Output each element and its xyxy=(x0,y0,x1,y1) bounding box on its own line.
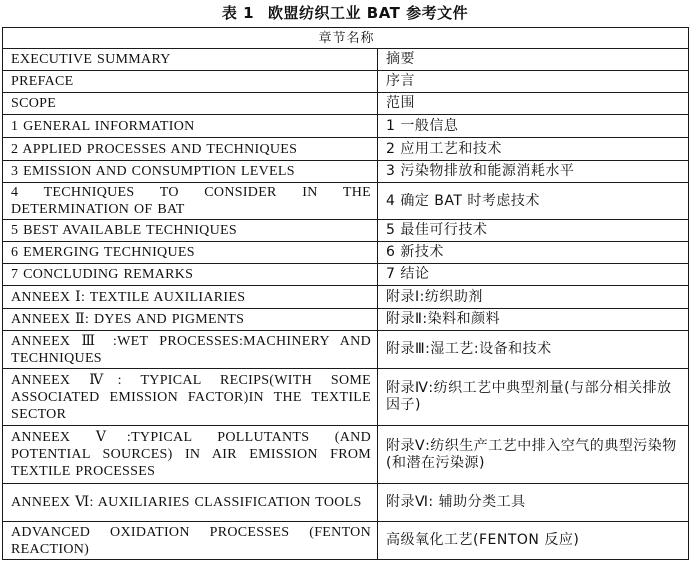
row-zh-label: 3 污染物排放和能源消耗水平 xyxy=(378,161,689,183)
row-en-label: 5 BEST AVAILABLE TECHNIQUES xyxy=(3,220,378,242)
table-row xyxy=(3,115,689,138)
row-zh-label: 序言 xyxy=(378,71,689,93)
row-zh-label: 4 确定 BAT 时考虑技术 xyxy=(378,183,689,220)
table-row xyxy=(3,93,689,115)
row-zh-label: 附录Ⅳ:纺织工艺中典型剂量(与部分相关排放因子) xyxy=(378,369,689,426)
bat-reference-table xyxy=(2,27,689,560)
row-zh-label: 摘要 xyxy=(378,49,689,71)
row-zh-label: 附录Ⅲ:湿工艺:设备和技术 xyxy=(378,331,689,369)
table-row xyxy=(3,369,689,426)
table-row xyxy=(3,49,689,71)
row-zh-label: 2 应用工艺和技术 xyxy=(378,138,689,161)
header-row xyxy=(3,28,689,49)
row-en-label: ANNEEX Ⅴ:TYPICAL POLLUTANTS (AND POTENTIAL SOURCES) IN AIR EMISSION FROM TEXTILE PROCESSES xyxy=(3,426,378,484)
table-row xyxy=(3,331,689,369)
row-en-label: ANNEEX Ⅵ: AUXILIARIES CLASSIFICATION TOOLS xyxy=(3,484,378,522)
table-row xyxy=(3,242,689,264)
row-zh-label: 高级氧化工艺(FENTON 反应) xyxy=(378,522,689,560)
row-en-label: ANNEEX Ⅲ :WET PROCESSES:MACHINERY AND TECHNIQUES xyxy=(3,331,378,369)
table-row xyxy=(3,161,689,183)
table-number: 表 1 xyxy=(221,4,255,22)
row-zh-label: 5 最佳可行技术 xyxy=(378,220,689,242)
row-en-label: SCOPE xyxy=(3,93,378,115)
table-row xyxy=(3,138,689,161)
table-row xyxy=(3,286,689,309)
row-zh-label: 附录Ⅵ: 辅助分类工具 xyxy=(378,484,689,522)
table-row xyxy=(3,183,689,220)
row-en-label: ANNEEX Ⅱ: DYES AND PIGMENTS xyxy=(3,309,378,331)
row-zh-label: 附录Ⅴ:纺织生产工艺中排入空气的典型污染物(和潜在污染源) xyxy=(378,426,689,484)
row-en-label: 7 CONCLUDING REMARKS xyxy=(3,264,378,286)
table-title: 欧盟纺织工业 BAT 参考文件 xyxy=(268,4,469,22)
table-row xyxy=(3,71,689,93)
row-zh-label: 范围 xyxy=(378,93,689,115)
row-zh-label: 7 结论 xyxy=(378,264,689,286)
row-en-label: ANNEEX Ⅳ: TYPICAL RECIPS(WITH SOME ASSOCIATED EMISSION FACTOR)IN THE TEXTILE SECTOR xyxy=(3,369,378,426)
row-zh-label: 6 新技术 xyxy=(378,242,689,264)
table-row xyxy=(3,309,689,331)
row-en-label: 4 TECHNIQUES TO CONSIDER IN THE DETERMINATION OF BAT xyxy=(3,183,378,220)
table-row xyxy=(3,522,689,560)
row-en-label: ADVANCED OXIDATION PROCESSES (FENTON REACTION) xyxy=(3,522,378,560)
row-en-label: PREFACE xyxy=(3,71,378,93)
table-row xyxy=(3,484,689,522)
row-zh-label: 附录Ⅰ:纺织助剂 xyxy=(378,286,689,309)
table-row xyxy=(3,426,689,484)
row-en-label: 6 EMERGING TECHNIQUES xyxy=(3,242,378,264)
row-en-label: 1 GENERAL INFORMATION xyxy=(3,115,378,138)
row-en-label: 2 APPLIED PROCESSES AND TECHNIQUES xyxy=(3,138,378,161)
table-row xyxy=(3,220,689,242)
row-en-label: ANNEEX Ⅰ: TEXTILE AUXILIARIES xyxy=(3,286,378,309)
row-en-label: 3 EMISSION AND CONSUMPTION LEVELS xyxy=(3,161,378,183)
column-header: 章节名称 xyxy=(3,28,689,49)
row-zh-label: 1 一般信息 xyxy=(378,115,689,138)
row-en-label: EXECUTIVE SUMMARY xyxy=(3,49,378,71)
table-caption xyxy=(0,0,690,26)
table-row xyxy=(3,264,689,286)
row-zh-label: 附录Ⅱ:染料和颜料 xyxy=(378,309,689,331)
